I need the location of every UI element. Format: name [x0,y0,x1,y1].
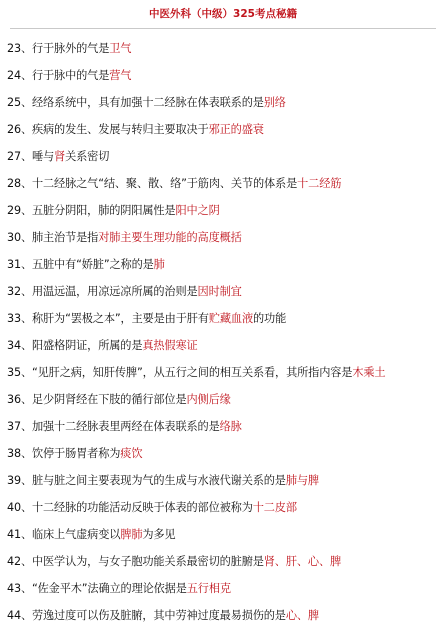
list-item [7,121,441,139]
item-text: 、加强十二经脉表里两经在体表联系的是 [20,420,220,433]
item-text-tail: 的功能 [253,312,287,325]
item-number: 44 [7,609,21,622]
item-text: 、脏与脏之间主要表现为气的生成与水液代谢关系的是 [20,474,286,487]
item-number: 26 [7,123,21,136]
item-number: 32 [7,285,21,298]
list-item [7,526,441,544]
item-answer: 别络 [263,96,286,109]
item-answer: 对肺主要生理功能的高度概括 [98,231,242,244]
item-number: 30 [7,231,21,244]
item-number: 35 [7,366,21,379]
item-answer: 肾、肝、心、脾 [263,555,342,568]
list-item [7,391,441,409]
list-item [7,202,441,220]
list-item [7,472,441,490]
item-text: 、十二经脉的功能活动反映于体表的部位被称为 [20,501,253,514]
item-answer: 心、脾 [285,609,319,622]
item-answer: 络脉 [219,420,242,433]
item-number: 36 [7,393,21,406]
item-number: 37 [7,420,21,433]
item-answer: 痰饮 [120,447,143,460]
item-number: 43 [7,582,21,595]
item-number: 34 [7,339,21,352]
item-answer: 真热假寒证 [142,339,198,352]
item-number: 41 [7,528,21,541]
item-number: 39 [7,474,21,487]
list-item [7,445,441,463]
list-item [7,607,441,625]
list-item [7,67,441,85]
item-answer: 阳中之阴 [175,204,220,217]
document-title: 中医外科（中级）325考点秘籍 [149,8,297,20]
item-text: 、五脏中有“娇脏”之称的是 [20,258,154,271]
item-number: 42 [7,555,21,568]
list-item [7,283,441,301]
item-answer: 邪正的盛衰 [208,123,264,136]
item-answer: 十二皮部 [252,501,297,514]
item-text: 、十二经脉之气“结、聚、散、络”于筋肉、关节的体系是 [20,177,298,190]
item-text: 、用温远温，用凉远凉所属的治则是 [20,285,198,298]
list-item [7,40,441,58]
list-item [7,94,441,112]
item-text: 、经络系统中，具有加强十二经脉在体表联系的是 [20,96,264,109]
item-text: 、肺主治节是指 [20,231,99,244]
item-text-tail: 为多见 [142,528,176,541]
item-text: 、劳逸过度可以伤及脏腑，其中劳神过度最易损伤的是 [20,609,286,622]
item-number: 28 [7,177,21,190]
item-answer: 十二经筋 [297,177,342,190]
item-text: 、称肝为“罢极之本”，主要是由于肝有 [20,312,209,325]
item-number: 38 [7,447,21,460]
item-number: 29 [7,204,21,217]
list-item [7,175,441,193]
list-item [7,553,441,571]
list-item [7,229,441,247]
list-item [7,148,441,166]
list-item [7,256,441,274]
item-text: 、行于脉中的气是 [20,69,110,82]
item-number: 24 [7,69,21,82]
item-text: 、行于脉外的气是 [20,42,110,55]
item-number: 27 [7,150,21,163]
item-text: 、足少阴肾经在下肢的循行部位是 [20,393,187,406]
list-item [7,310,441,328]
page-header [0,0,446,32]
item-answer: 贮藏血液 [208,312,253,325]
item-text: 、“佐金平木”法确立的理论依据是 [20,582,187,595]
item-answer: 营气 [109,69,132,82]
item-answer: 肾 [54,150,66,163]
item-text: 、阳盛格阴证，所属的是 [20,339,143,352]
item-text: 、疾病的发生、发展与转归主要取决于 [20,123,209,136]
item-text: 、唾与 [20,150,55,163]
item-answer: 卫气 [109,42,132,55]
list-item [7,337,441,355]
item-number: 23 [7,42,21,55]
item-text: 、五脏分阴阳，肺的阴阳属性是 [20,204,176,217]
item-answer: 肺与脾 [285,474,319,487]
list-item [7,364,441,382]
item-number: 31 [7,258,21,271]
list-item [7,418,441,436]
item-number: 40 [7,501,21,514]
item-answer: 木乘土 [352,366,386,379]
item-answer: 内侧后缘 [186,393,231,406]
item-answer: 因时制宜 [197,285,242,298]
item-number: 25 [7,96,21,109]
item-answer: 脾肺 [120,528,143,541]
list-item [7,499,441,517]
item-text-tail: 关系密切 [65,150,110,163]
item-answer: 五行相克 [186,582,231,595]
item-text: 、饮停于肠胃者称为 [20,447,121,460]
item-text: 、中医学认为，与女子胞功能关系最密切的脏腑是 [20,555,264,568]
list-item [7,580,441,598]
item-text: 、“见肝之病，知肝传脾”，从五行之间的相互关系看，其所指内容是 [20,366,353,379]
item-number: 33 [7,312,21,325]
item-answer: 肺 [153,258,165,271]
item-text: 、临床上气虚病变以 [20,528,121,541]
